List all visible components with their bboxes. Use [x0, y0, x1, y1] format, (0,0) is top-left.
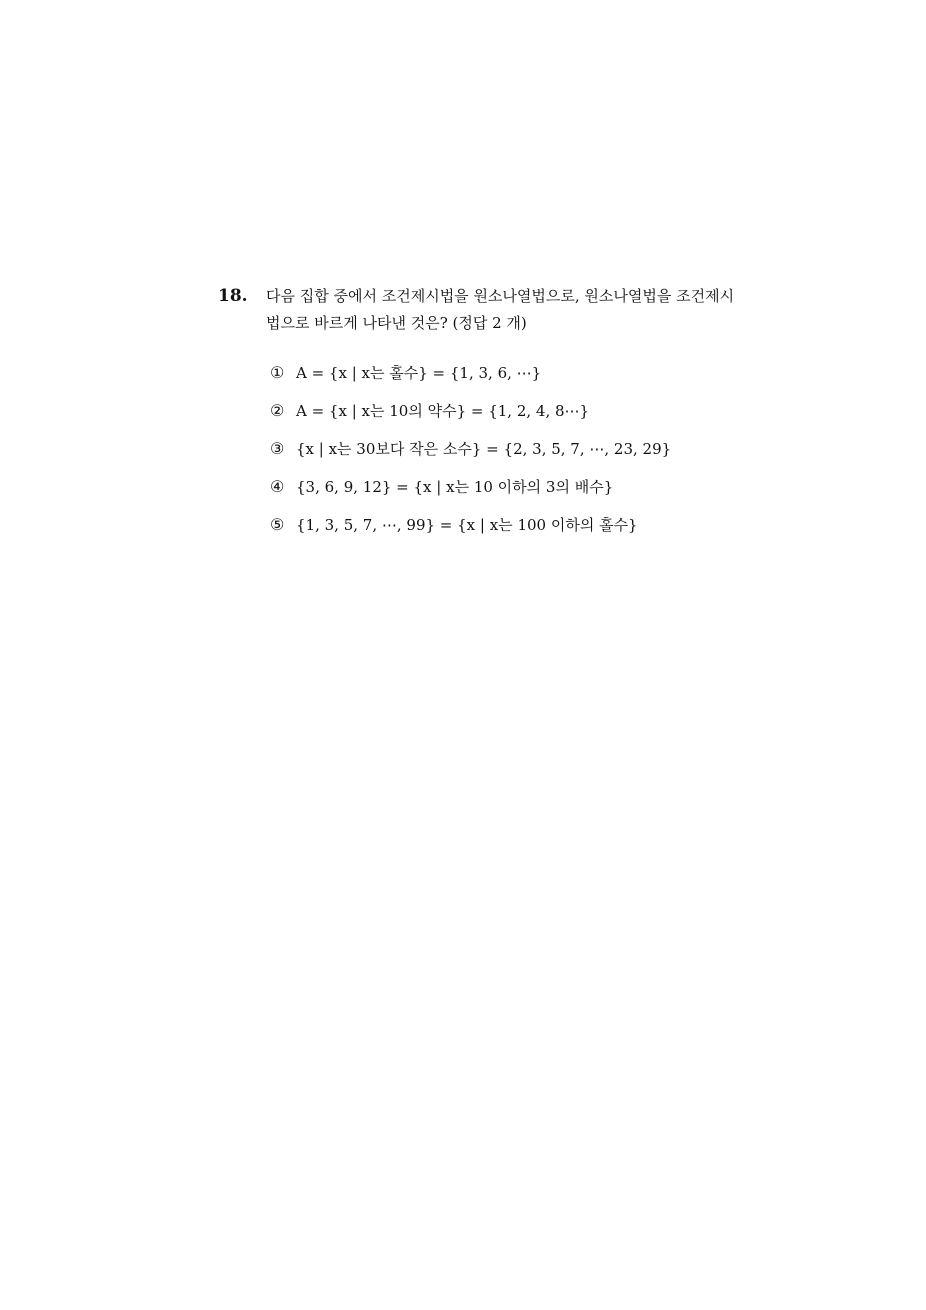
question-number: 18.	[218, 286, 248, 306]
choice-2[interactable]	[270, 399, 750, 437]
question-line-2: 법으로 바르게 나타낸 것은? (정답 2 개)	[266, 314, 527, 332]
choice-3-marker: ③	[270, 439, 285, 458]
question-line-1: 다음 집합 중에서 조건제시법을 원소나열법으로, 원소나열법을 조건제시	[266, 287, 735, 305]
choice-3[interactable]	[270, 437, 750, 475]
choice-5-marker: ⑤	[270, 515, 285, 534]
choice-5[interactable]	[270, 513, 750, 551]
choice-1-text: A = {x | x는 홀수} = {1, 3, 6, ⋯}	[296, 364, 542, 382]
choice-4[interactable]	[270, 475, 750, 513]
choice-2-text: A = {x | x는 10의 약수} = {1, 2, 4, 8⋯}	[296, 402, 590, 420]
choice-2-marker: ②	[270, 401, 285, 420]
choice-4-text: {3, 6, 9, 12} = {x | x는 10 이하의 3의 배수}	[296, 478, 614, 496]
choice-4-marker: ④	[270, 477, 285, 496]
choice-3-text: {x | x는 30보다 작은 소수} = {2, 3, 5, 7, ⋯, 23, 29}	[296, 440, 672, 458]
choice-1-marker: ①	[270, 363, 285, 382]
choice-5-text: {1, 3, 5, 7, ⋯, 99} = {x | x는 100 이하의 홀수}	[296, 516, 638, 534]
choice-1[interactable]	[270, 361, 750, 399]
question-text	[266, 283, 766, 337]
choice-list	[270, 361, 750, 551]
